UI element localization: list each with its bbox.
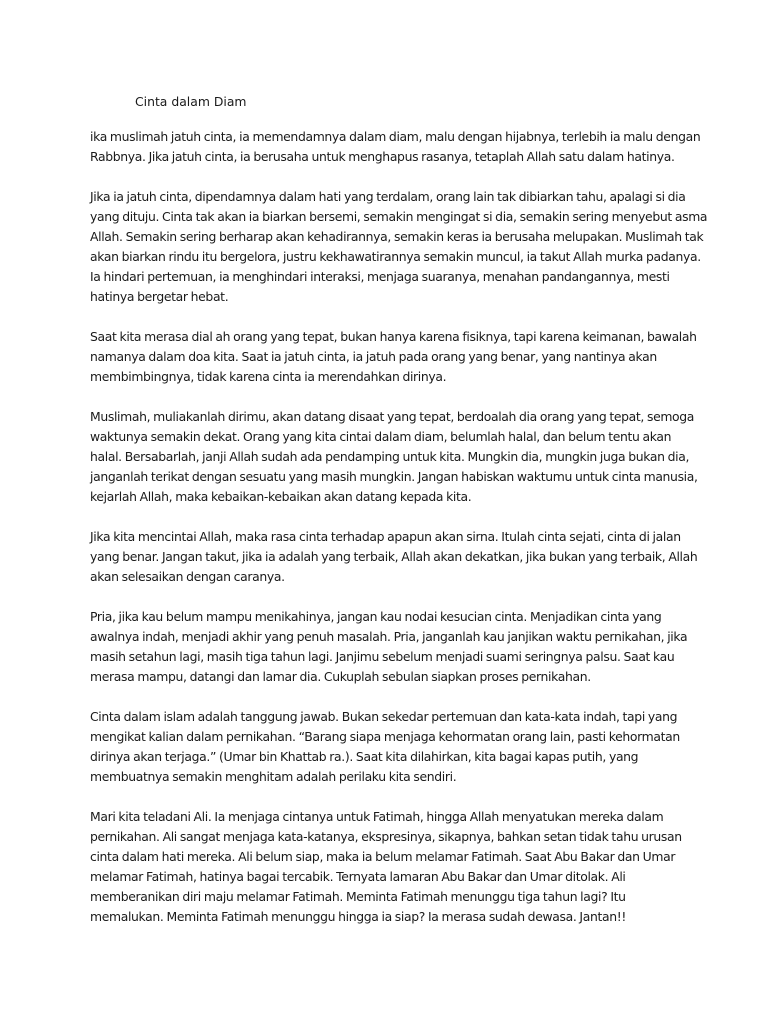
text-line: Allah. Semakin sering berharap akan kehadirannya, semakin keras ia berusaha melupakan. Muslimah tak xyxy=(90,229,704,244)
paragraph xyxy=(90,187,708,307)
text-line: pernikahan. Ali sangat menjaga kata-katanya, ekspresinya, sikapnya, bahkan setan tidak tahu urusan xyxy=(90,829,682,844)
paragraph xyxy=(90,407,708,507)
text-line: mengikat kalian dalam pernikahan. “Barang siapa menjaga kehormatan orang lain, pasti kehormatan xyxy=(90,729,680,744)
text-line: Saat kita merasa dial ah orang yang tepat, bukan hanya karena fisiknya, tapi karena keimanan, bawalah xyxy=(90,329,697,344)
paragraph xyxy=(90,327,708,387)
paragraph xyxy=(90,807,708,927)
paragraph xyxy=(90,607,708,687)
text-line: memalukan. Meminta Fatimah menunggu hingga ia siap? Ia merasa sudah dewasa. Jantan!! xyxy=(90,909,626,924)
text-line: akan biarkan rindu itu bergelora, justru kekhawatirannya semakin muncul, ia takut Allah murka padanya. xyxy=(90,249,701,264)
text-line: Muslimah, muliakanlah dirimu, akan datang disaat yang tepat, berdoalah dia orang yang tepat, semoga xyxy=(90,409,695,424)
text-line: kejarlah Allah, maka kebaikan-kebaikan akan datang kepada kita. xyxy=(90,489,472,504)
text-line: janganlah terikat dengan sesuatu yang masih mungkin. Jangan habiskan waktumu untuk cinta manusia, xyxy=(90,469,698,484)
text-line: Jika ia jatuh cinta, dipendamnya dalam hati yang terdalam, orang lain tak dibiarkan tahu, apalagi si dia xyxy=(90,189,686,204)
text-line: ika muslimah jatuh cinta, ia memendamnya dalam diam, malu dengan hijabnya, terlebih ia malu dengan xyxy=(90,129,701,144)
text-line: cinta dalam hati mereka. Ali belum siap, maka ia belum melamar Fatimah. Saat Abu Bakar dan Umar xyxy=(90,849,676,864)
text-line: memberanikan diri maju melamar Fatimah. Meminta Fatimah menunggu tiga tahun lagi? Itu xyxy=(90,889,626,904)
text-line: awalnya indah, menjadi akhir yang penuh masalah. Pria, janganlah kau janjikan waktu pernikahan, jika xyxy=(90,629,688,644)
text-line: Cinta dalam islam adalah tanggung jawab. Bukan sekedar pertemuan dan kata-kata indah, tapi yang xyxy=(90,709,678,724)
document-title: Cinta dalam Diam xyxy=(135,94,247,109)
text-line: Ia hindari pertemuan, ia menghindari interaksi, menjaga suaranya, menahan pandangannya, mesti xyxy=(90,269,670,284)
document-body xyxy=(90,127,708,927)
text-line: dirinya akan terjaga.” (Umar bin Khattab ra.). Saat kita dilahirkan, kita bagai kapas putih, yang xyxy=(90,749,639,764)
text-line: yang dituju. Cinta tak akan ia biarkan bersemi, semakin mengingat si dia, semakin sering menyebut asma xyxy=(90,209,708,224)
text-line: akan selesaikan dengan caranya. xyxy=(90,569,285,584)
text-line: merasa mampu, datangi dan lamar dia. Cukuplah sebulan siapkan proses pernikahan. xyxy=(90,669,591,684)
paragraph xyxy=(90,707,708,787)
text-line: membuatnya semakin menghitam adalah perilaku kita sendiri. xyxy=(90,769,457,784)
text-line: melamar Fatimah, hatinya bagai tercabik. Ternyata lamaran Abu Bakar dan Umar ditolak. Ali xyxy=(90,869,626,884)
text-line: halal. Bersabarlah, janji Allah sudah ada pendamping untuk kita. Mungkin dia, mungkin juga bukan dia, xyxy=(90,449,690,464)
text-line: waktunya semakin dekat. Orang yang kita cintai dalam diam, belumlah halal, dan belum tentu akan xyxy=(90,429,672,444)
text-line: namanya dalam doa kita. Saat ia jatuh cinta, ia jatuh pada orang yang benar, yang nantinya akan xyxy=(90,349,657,364)
text-line: yang benar. Jangan takut, jika ia adalah yang terbaik, Allah akan dekatkan, jika bukan yang terbaik, Allah xyxy=(90,549,698,564)
text-line: membimbingnya, tidak karena cinta ia merendahkan dirinya. xyxy=(90,369,447,384)
paragraph xyxy=(90,527,708,587)
text-line: hatinya bergetar hebat. xyxy=(90,289,229,304)
text-line: Pria, jika kau belum mampu menikahinya, jangan kau nodai kesucian cinta. Menjadikan cinta yang xyxy=(90,609,662,624)
text-line: Mari kita teladani Ali. Ia menjaga cintanya untuk Fatimah, hingga Allah menyatukan mereka dalam xyxy=(90,809,664,824)
text-line: Jika kita mencintai Allah, maka rasa cinta terhadap apapun akan sirna. Itulah cinta sejati, cinta di jalan xyxy=(90,529,681,544)
text-line: masih setahun lagi, masih tiga tahun lagi. Janjimu sebelum menjadi suami seringnya palsu. Saat kau xyxy=(90,649,675,664)
text-line: Rabbnya. Jika jatuh cinta, ia berusaha untuk menghapus rasanya, tetaplah Allah satu dalam hatinya. xyxy=(90,149,675,164)
paragraph xyxy=(90,127,708,167)
